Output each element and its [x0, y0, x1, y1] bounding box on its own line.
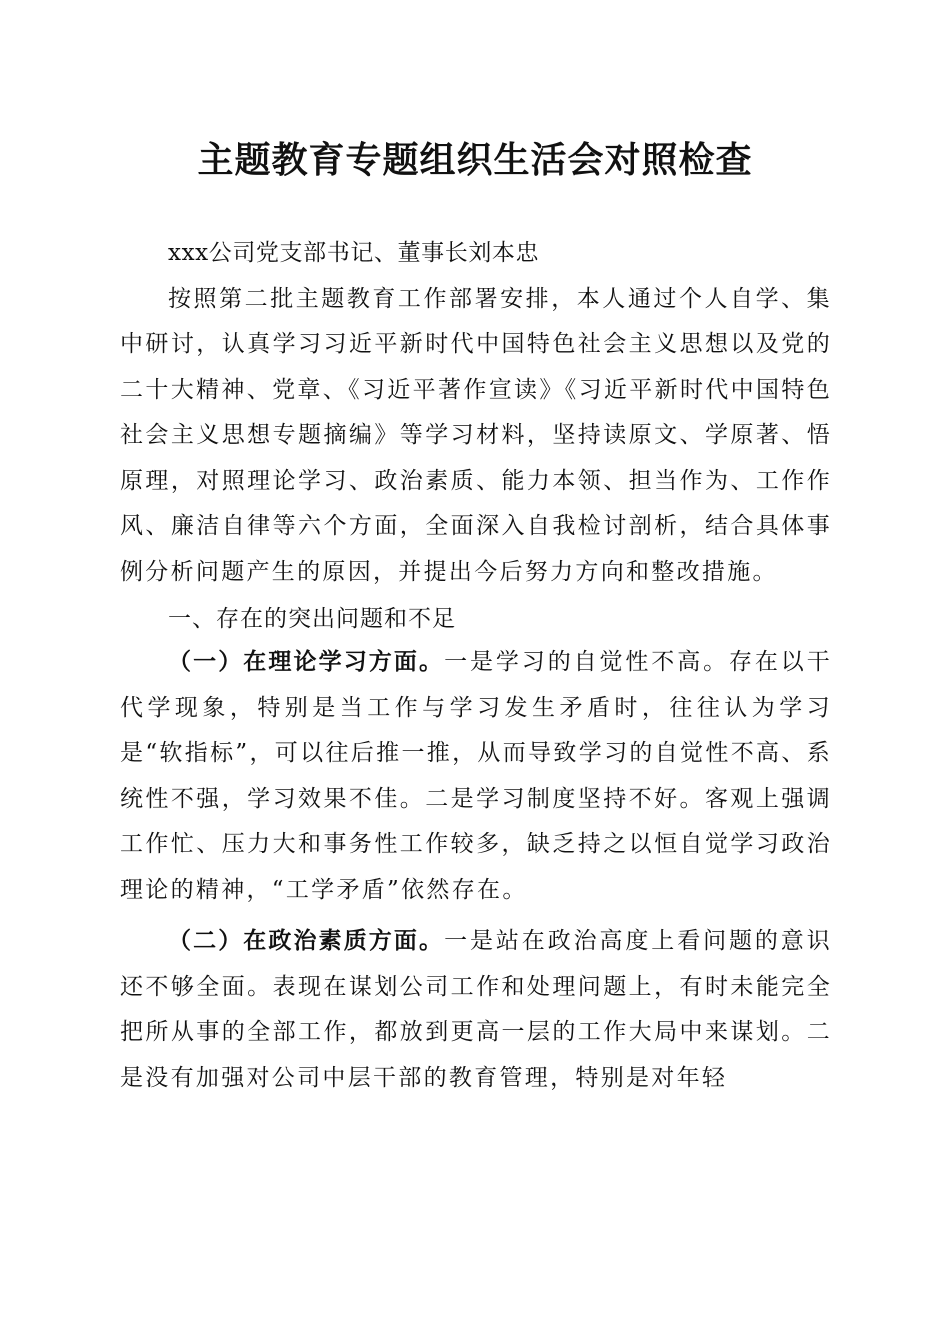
document-title: 主题教育专题组织生活会对照检查	[197, 139, 753, 181]
paragraph-text: 一是学习的自觉性不高。存在以干代学现象，特别是当工作与学习发生矛盾时，往往认为学习是“软指标”，可以往后推一推，从而导致学习的自觉性不高、系统性不强，学习效果不佳。二是学习制度坚持不好。客观上强调工作忙、压力大和事务性工作较多，缺乏持之以恒自觉学习政治理论的精神，“工学矛盾”依然存在。	[120, 649, 833, 903]
document-body	[120, 231, 832, 1101]
paragraph-lead: （一）在理论学习方面。	[168, 649, 445, 675]
section-heading: 一、存在的突出问题和不足	[168, 606, 456, 632]
paragraph-political-quality	[120, 919, 832, 1101]
paragraph-text: 一是站在政治高度上看问题的意识还不够全面。表现在谋划公司工作和处理问题上，有时未能完全把所从事的全部工作，都放到更高一层的工作大局中来谋划。二是没有加强对公司中层干部的教育管理，特别是对年轻	[120, 928, 833, 1091]
author-line: xxx公司党支部书记、董事长刘本忠	[168, 240, 540, 266]
paragraph-theory-study	[120, 640, 832, 913]
paragraph-lead: （二）在政治素质方面。	[168, 928, 445, 954]
intro-paragraph: 按照第二批主题教育工作部署安排，本人通过个人自学、集中研讨，认真学习习近平新时代中国特色社会主义思想以及党的二十大精神、党章、《习近平著作宣读》《习近平新时代中国特色社会主义思想专题摘编》等学习材料，坚持读原文、学原著、悟原理，对照理论学习、政治素质、能力本领、担当作为、工作作风、廉洁自律等六个方面，全面深入自我检讨剖析，结合具体事例分析问题产生的原因，并提出今后努力方向和整改措施。	[120, 285, 832, 585]
